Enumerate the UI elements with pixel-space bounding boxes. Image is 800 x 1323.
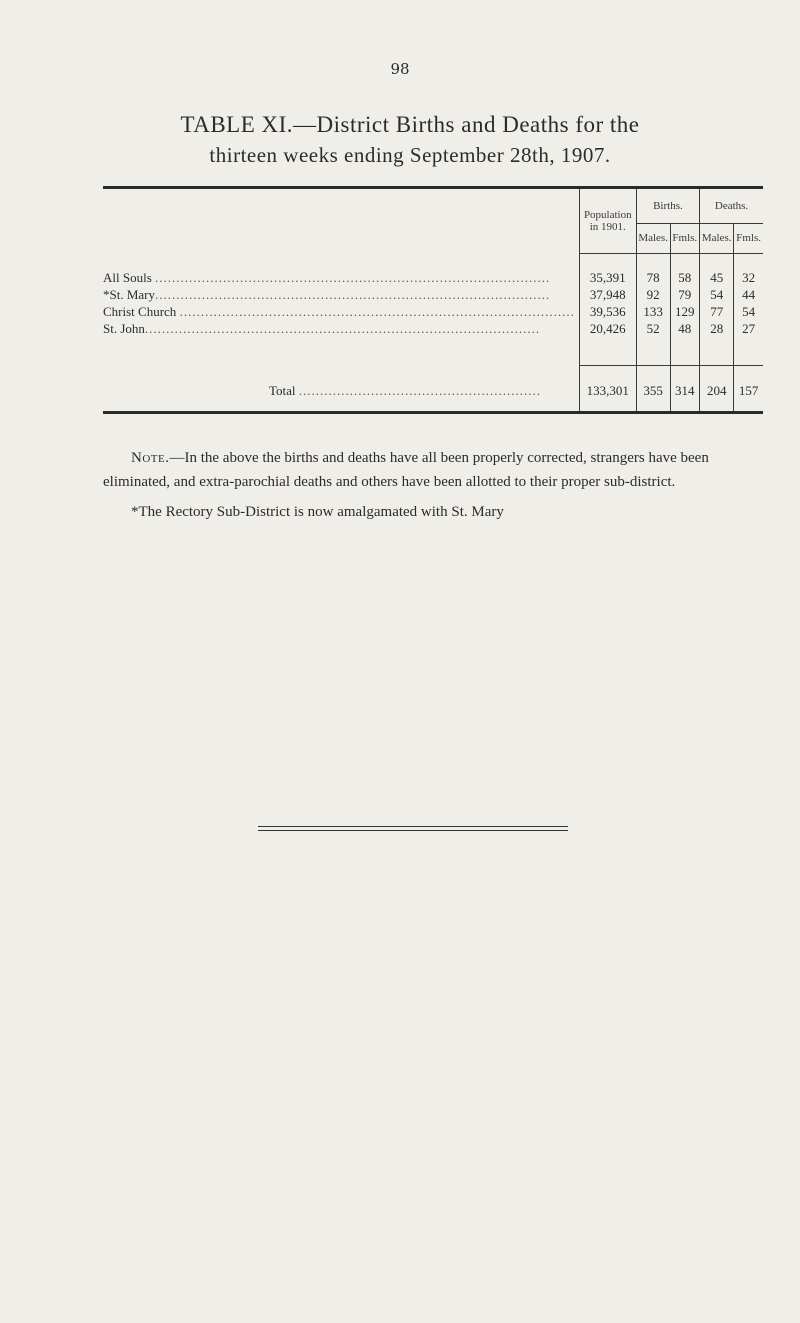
table-row: Christ Church ............................................................................................. 39,536 133 129 77 54 bbox=[103, 303, 763, 320]
births-males-cell: 92 bbox=[636, 286, 670, 303]
population-cell: 37,948 bbox=[579, 286, 636, 303]
table-row: St. John............................................................................................. 20,426 52 48 28 27 bbox=[103, 320, 763, 337]
page-number: 98 bbox=[390, 60, 410, 78]
total-births-males-cell: 355 bbox=[636, 371, 670, 411]
births-fmls-cell: 58 bbox=[670, 269, 700, 286]
deaths-males-cell: 45 bbox=[700, 269, 734, 286]
table-bottom-rule bbox=[103, 411, 763, 414]
births-fmls-cell: 79 bbox=[670, 286, 700, 303]
births-header: Births. bbox=[636, 189, 699, 223]
total-row: Total ......................................................... 133,301 355 314 204 157 bbox=[103, 371, 763, 411]
population-cell: 35,391 bbox=[579, 269, 636, 286]
births-males-cell: 52 bbox=[636, 320, 670, 337]
deaths-fmls-cell: 27 bbox=[734, 320, 763, 337]
district-name: Christ Church bbox=[103, 303, 177, 319]
deaths-males-cell: 77 bbox=[700, 303, 734, 320]
district-header bbox=[103, 189, 579, 253]
deaths-header: Deaths. bbox=[700, 189, 763, 223]
total-births-fmls-cell: 314 bbox=[670, 371, 700, 411]
deaths-males-header: Males. bbox=[700, 223, 734, 253]
births-males-cell: 78 bbox=[636, 269, 670, 286]
deaths-fmls-cell: 32 bbox=[734, 269, 763, 286]
district-name: All Souls bbox=[103, 269, 152, 285]
note-label: Note. bbox=[131, 450, 170, 466]
births-fmls-cell: 129 bbox=[670, 303, 700, 320]
deaths-males-cell: 28 bbox=[700, 320, 734, 337]
table-row: All Souls ............................................................................................. 35,391 78 58 45 32 bbox=[103, 269, 763, 286]
district-name: St. John bbox=[103, 320, 145, 336]
population-cell: 39,536 bbox=[579, 303, 636, 320]
note-paragraph bbox=[103, 446, 771, 494]
table-row: *St. Mary............................................................................................. 37,948 92 79 54 44 bbox=[103, 286, 763, 303]
births-deaths-table bbox=[103, 186, 763, 414]
deaths-fmls-cell: 44 bbox=[734, 286, 763, 303]
births-males-cell: 133 bbox=[636, 303, 670, 320]
district-name: *St. Mary bbox=[103, 286, 155, 302]
population-header: Population in 1901. bbox=[579, 189, 636, 253]
title-line-2: thirteen weeks ending September 28th, 1907. bbox=[209, 143, 611, 167]
note-section bbox=[103, 446, 771, 524]
deaths-fmls-cell: 54 bbox=[734, 303, 763, 320]
deaths-males-cell: 54 bbox=[700, 286, 734, 303]
title-line-1: TABLE XI.—District Births and Deaths for the bbox=[180, 112, 640, 137]
total-population-cell: 133,301 bbox=[579, 371, 636, 411]
deaths-fmls-header: Fmls. bbox=[734, 223, 763, 253]
total-label: Total bbox=[269, 383, 296, 398]
births-fmls-header: Fmls. bbox=[670, 223, 700, 253]
births-males-header: Males. bbox=[636, 223, 670, 253]
births-fmls-cell: 48 bbox=[670, 320, 700, 337]
closing-double-rule bbox=[258, 826, 568, 831]
population-cell: 20,426 bbox=[579, 320, 636, 337]
note-text: —In the above the births and deaths have all been properly corrected, strangers have been eliminated, and extra-parochial deaths and others have been allotted to their proper sub-district. bbox=[103, 450, 709, 490]
total-deaths-males-cell: 204 bbox=[700, 371, 734, 411]
total-deaths-fmls-cell: 157 bbox=[734, 371, 763, 411]
page-title bbox=[60, 110, 760, 170]
footnote: *The Rectory Sub-District is now amalgamated with St. Mary bbox=[131, 504, 504, 520]
